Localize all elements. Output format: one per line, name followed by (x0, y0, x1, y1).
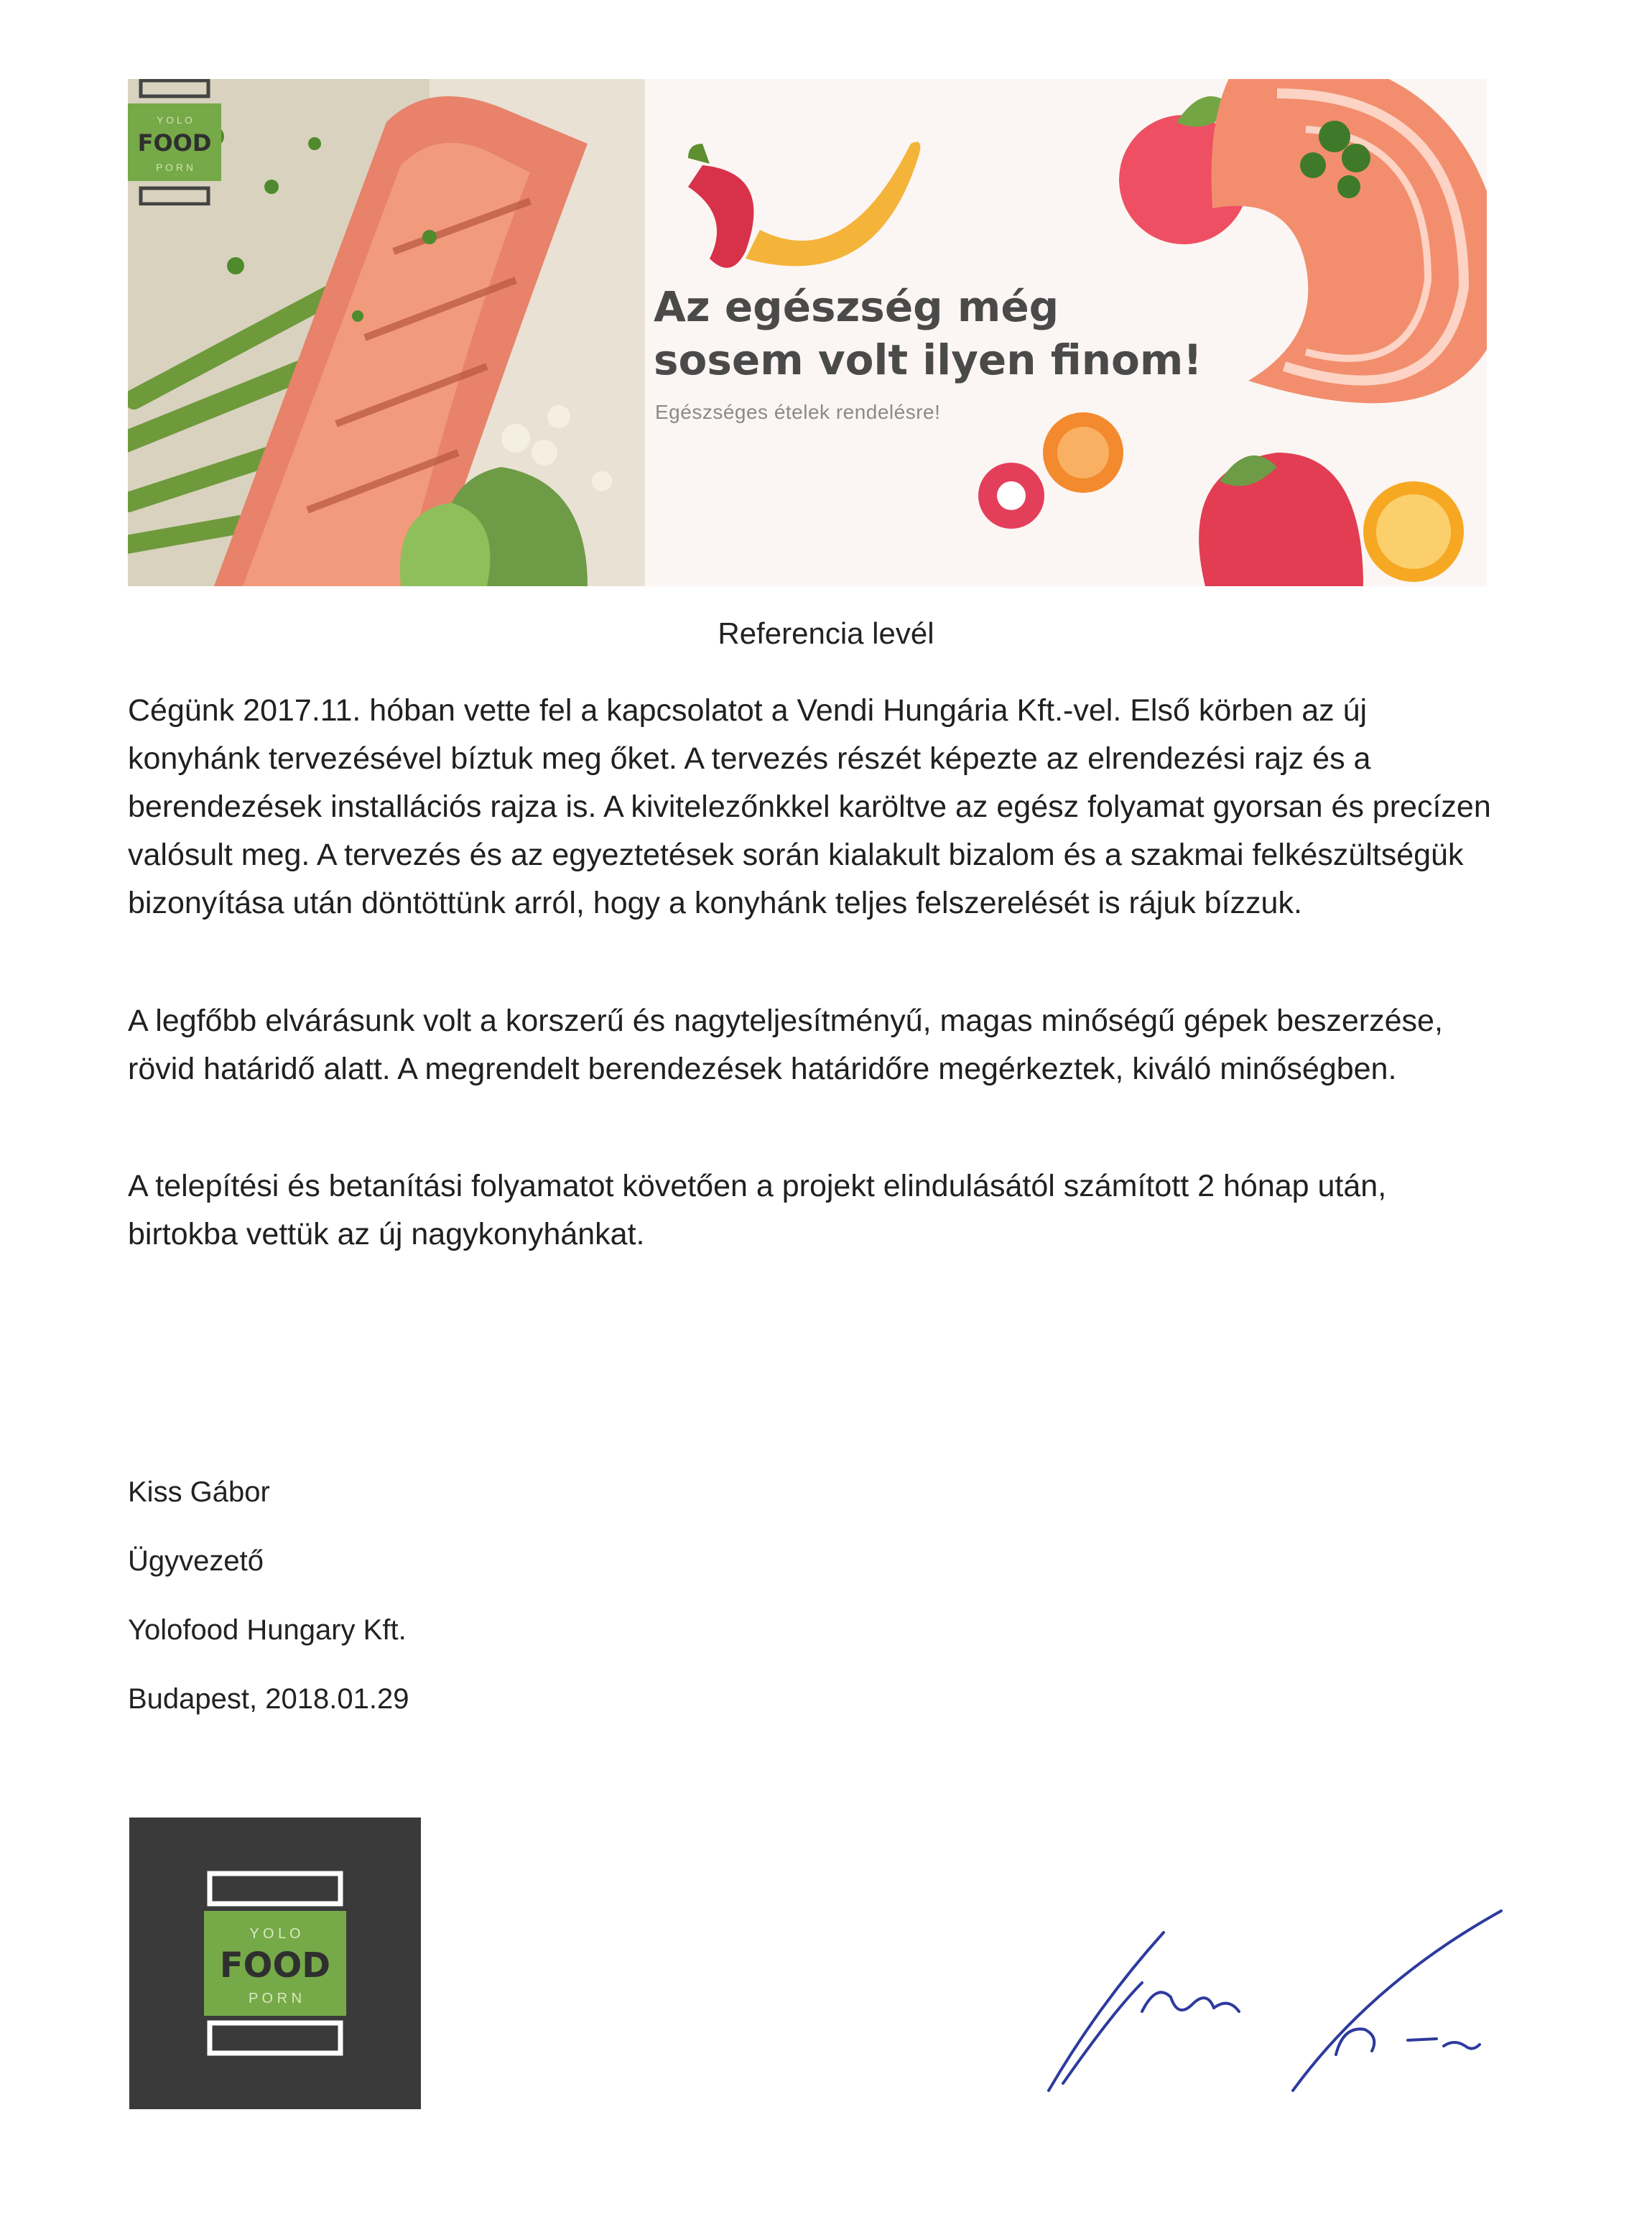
signatory-name: Kiss Gábor (128, 1476, 270, 1508)
letter-title: Referencia levél (718, 616, 934, 650)
banner-subtitle: Egészséges ételek rendelésre! (655, 401, 941, 423)
footer-logo-top: Y O L O (249, 1926, 301, 1942)
signatory-position: Ügyvezető (128, 1545, 264, 1577)
footer-logo-main: FOOD (219, 1945, 331, 1986)
banner-logo (128, 79, 221, 205)
letter-paragraph-1: Cégünk 2017.11. hóban vette fel a kapcsolatot a Vendi Hungária Kft.-vel. Első körben az új konyhánk tervezésével bíztuk meg őket. A tervezés részét képezte az elrendezési rajz és a berendezések installációs rajza is. A kivitelezőnkkel karöltve az egész folyamat gyorsan és precízen valósult meg. A tervezés és az egyeztetések során kialakult bizalom és a szakmai felkészültségük bizonyítása után döntöttünk arról, hogy a konyhánk teljes felszerelését is rájuk bízzuk. (128, 693, 1491, 920)
banner-logo-top: Y O L O (157, 114, 192, 126)
footer-logo-bottom: P O R N (248, 1991, 302, 2006)
company-logo-stamp (129, 1818, 421, 2109)
banner-headline-line2: sosem volt ilyen finom! (654, 335, 1202, 384)
signatory-company: Yolofood Hungary Kft. (128, 1614, 407, 1646)
banner-logo-bottom: P O R N (156, 162, 193, 173)
banner-logo-main: FOOD (137, 129, 212, 157)
letter-paragraph-2: A legfőbb elvárásunk volt a korszerű és nagyteljesítményű, magas minőségű gépek beszerzése, rövid határidő alatt. A megrendelt berendezések határidőre megérkeztek, kiváló minőségben. (128, 1004, 1443, 1086)
handwritten-signature (1034, 1875, 1537, 2105)
banner-headline (654, 280, 1300, 386)
header-banner (128, 79, 1487, 586)
banner-headline-line1: Az egészség még (654, 282, 1059, 331)
signatory-place-date: Budapest, 2018.01.29 (128, 1683, 409, 1715)
letter-paragraph-3: A telepítési és betanítási folyamatot követően a projekt elindulásától számított 2 hónap után, birtokba vettük az új nagykonyhánkat. (128, 1169, 1387, 1251)
